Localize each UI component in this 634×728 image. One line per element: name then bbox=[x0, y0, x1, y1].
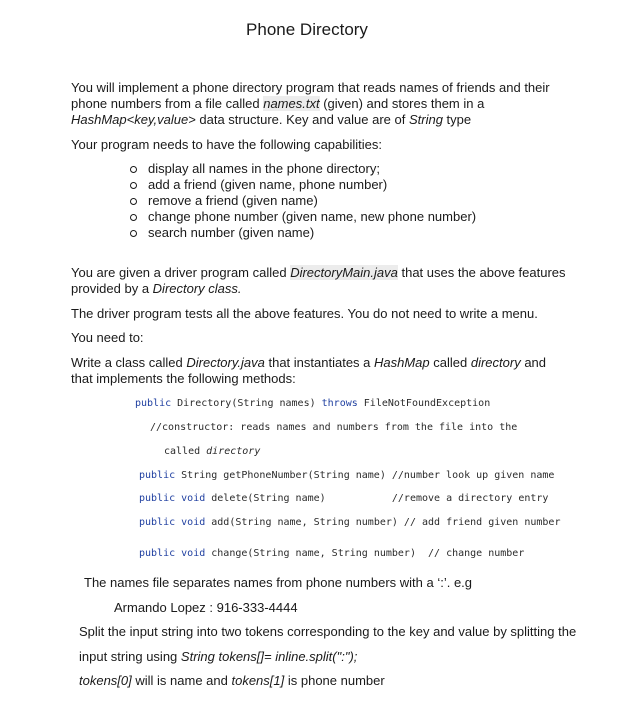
directory-class-ref: Directory class. bbox=[152, 281, 242, 296]
need-to: You need to: bbox=[71, 330, 144, 345]
names-file-ref: names.txt bbox=[263, 96, 320, 111]
bullet-icon bbox=[130, 166, 137, 173]
driver-line-2: provided by a Directory class. bbox=[71, 281, 242, 296]
bullet-icon bbox=[130, 230, 137, 237]
directory-java-ref: Directory.java bbox=[186, 355, 265, 370]
write-line-2: that implements the following methods: bbox=[71, 371, 296, 386]
bullet-icon bbox=[130, 198, 137, 205]
split-line-3: tokens[0] will is name and tokens[1] is phone number bbox=[79, 673, 385, 688]
list-item: display all names in the phone directory; bbox=[148, 161, 380, 176]
split-code-ref: String tokens[]= inline.split(":"); bbox=[180, 649, 358, 664]
code-delete: public void delete(String name) //remove a directory entry bbox=[139, 493, 549, 504]
list-item: change phone number (given name, new phone number) bbox=[148, 209, 477, 224]
tokens-0-ref: tokens[0] bbox=[79, 673, 132, 688]
page-title: Phone Directory bbox=[246, 20, 368, 39]
list-item: remove a friend (given name) bbox=[148, 193, 318, 208]
string-type-ref: String bbox=[408, 112, 443, 127]
list-item: search number (given name) bbox=[148, 225, 315, 240]
hashmap-ref: HashMap bbox=[374, 355, 430, 370]
split-line-2: input string using String tokens[]= inline.split(":"); bbox=[79, 649, 358, 664]
split-line-1: Split the input string into two tokens corresponding to the key and value by splitting the bbox=[79, 624, 577, 639]
intro-line-3: HashMap<key,value> data structure. Key and value are of String type bbox=[71, 112, 472, 127]
intro-line-1: You will implement a phone directory program that reads names of friends and their bbox=[71, 80, 550, 95]
names-file-example: Armando Lopez : 916-333-4444 bbox=[114, 600, 298, 615]
write-line-1: Write a class called Directory.java that instantiates a HashMap called directory and bbox=[71, 355, 547, 370]
code-constructor: public Directory(String names) throws FileNotFoundException bbox=[135, 398, 491, 409]
bullet-icon bbox=[130, 214, 137, 221]
code-add: public void add(String name, String number) // add friend given number bbox=[139, 517, 561, 528]
bullet-icon bbox=[130, 182, 137, 189]
capabilities-lead: Your program needs to have the following capabilities: bbox=[71, 137, 382, 152]
hashmap-ref: HashMap<key,value> bbox=[71, 112, 196, 127]
driver-file-ref: DirectoryMain.java bbox=[290, 265, 398, 280]
list-item: add a friend (given name, phone number) bbox=[148, 177, 388, 192]
driver-tests: The driver program tests all the above features. You do not need to write a menu. bbox=[71, 306, 538, 321]
driver-line-1: You are given a driver program called DirectoryMain.java that uses the above features bbox=[71, 265, 566, 280]
directory-var-ref: directory bbox=[470, 355, 521, 370]
code-comment-cont: called directory bbox=[164, 446, 261, 457]
code-change: public void change(String name, String number) // change number bbox=[139, 548, 525, 559]
code-get-phone-number: public String getPhoneNumber(String name) //number look up given name bbox=[139, 470, 555, 481]
intro-line-2: phone numbers from a file called names.txt (given) and stores them in a bbox=[71, 96, 485, 111]
names-file-line: The names file separates names from phone numbers with a ‘:’. e.g bbox=[84, 575, 473, 590]
tokens-1-ref: tokens[1] bbox=[231, 673, 285, 688]
code-comment: //constructor: reads names and numbers from the file into the bbox=[150, 422, 518, 433]
